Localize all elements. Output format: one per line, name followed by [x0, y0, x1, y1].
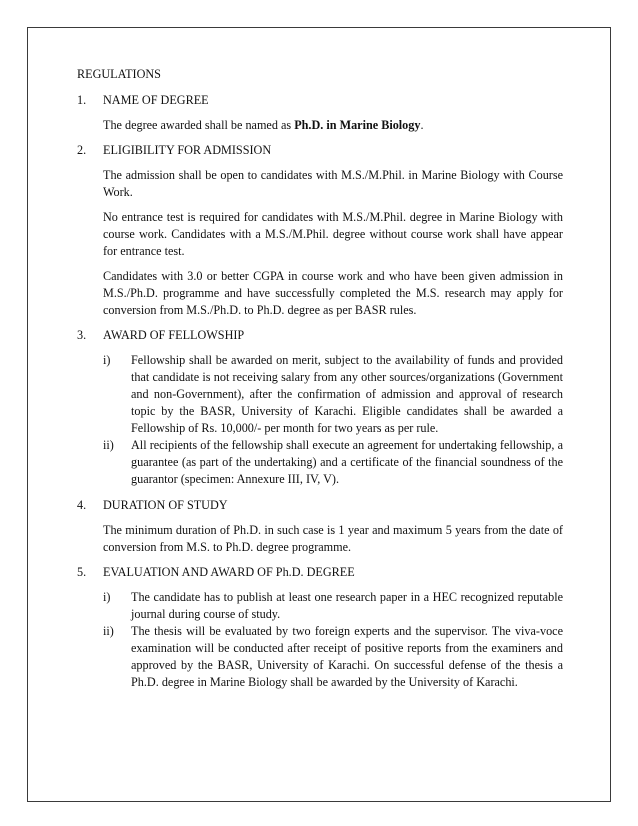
section-number: 4.	[77, 498, 87, 512]
section-number: 2.	[77, 143, 87, 157]
section-fellowship	[77, 327, 563, 488]
item-marker: ii)	[103, 438, 114, 452]
section-title: EVALUATION AND AWARD OF Ph.D. DEGREE	[103, 565, 355, 579]
section-name-of-degree	[77, 92, 563, 134]
section-header	[77, 564, 563, 581]
paragraph: The minimum duration of Ph.D. in such case is 1 year and maximum 5 years from the date of conversion from M.S. to Ph.D. degree programme.	[103, 523, 563, 554]
section-eligibility	[77, 142, 563, 319]
item-list	[103, 352, 563, 488]
section-number: 3.	[77, 328, 87, 342]
list-item	[103, 352, 563, 437]
section-header	[77, 92, 563, 109]
item-text: Fellowship shall be awarded on merit, subject to the availability of funds and provided that candidate is not receiving salary from any other sources/organizations (Government and non-Government), after the confirmation of admission and approval of research topic by the BASR, University of Karachi. Eligible candidates shall be awarded a Fellowship of Rs. 10,000/- per month for two years as per rule.	[131, 353, 563, 435]
list-item	[103, 437, 563, 488]
section-number: 1.	[77, 93, 87, 107]
item-text: The candidate has to publish at least one research paper in a HEC recognized reputable journal during course of study.	[131, 590, 563, 621]
document-body	[77, 66, 563, 700]
degree-name: Ph.D. in Marine Biology	[294, 118, 421, 132]
item-marker: i)	[103, 590, 111, 604]
list-item	[103, 623, 563, 691]
section-title: NAME OF DEGREE	[103, 93, 209, 107]
paragraph: The admission shall be open to candidates with M.S./M.Phil. in Marine Biology with Course Work.	[103, 168, 563, 199]
section-number: 5.	[77, 565, 87, 579]
section-duration	[77, 497, 563, 556]
section-header	[77, 327, 563, 344]
item-list	[103, 589, 563, 691]
document-heading: REGULATIONS	[77, 67, 161, 81]
list-item	[103, 589, 563, 623]
paragraph: Candidates with 3.0 or better CGPA in course work and who have been given admission in M.S./Ph.D. programme and have successfully completed the M.S. research may apply for conversion from M.S./Ph.D. to Ph.D. degree as per BASR rules.	[103, 269, 563, 317]
item-marker: ii)	[103, 624, 114, 638]
section-header	[77, 142, 563, 159]
paragraph-text: The degree awarded shall be named as	[103, 118, 295, 132]
paragraph-text: .	[420, 118, 424, 132]
paragraph	[103, 117, 563, 134]
section-title: ELIGIBILITY FOR ADMISSION	[103, 143, 272, 157]
section-title: DURATION OF STUDY	[103, 498, 228, 512]
section-header	[77, 497, 563, 514]
paragraph: No entrance test is required for candidates with M.S./M.Phil. degree in Marine Biology with course work. Candidates with a M.S./M.Phil. degree without course work shall have appear for entrance test.	[103, 210, 563, 258]
item-text: The thesis will be evaluated by two foreign experts and the supervisor. The viva-voce examination will be conducted after receipt of positive reports from the examiners and approved by the BASR, University of Karachi. On successful defense of the thesis a Ph.D. degree in Marine Biology shall be awarded by the University of Karachi.	[131, 624, 563, 689]
section-title: AWARD OF FELLOWSHIP	[103, 328, 245, 342]
item-text: All recipients of the fellowship shall execute an agreement for undertaking fellowship, a guarantee (as part of the undertaking) and a certificate of the financial soundness of the guarantor (specimen: Annexure III, IV, V).	[131, 438, 563, 486]
item-marker: i)	[103, 353, 111, 367]
section-evaluation	[77, 564, 563, 691]
